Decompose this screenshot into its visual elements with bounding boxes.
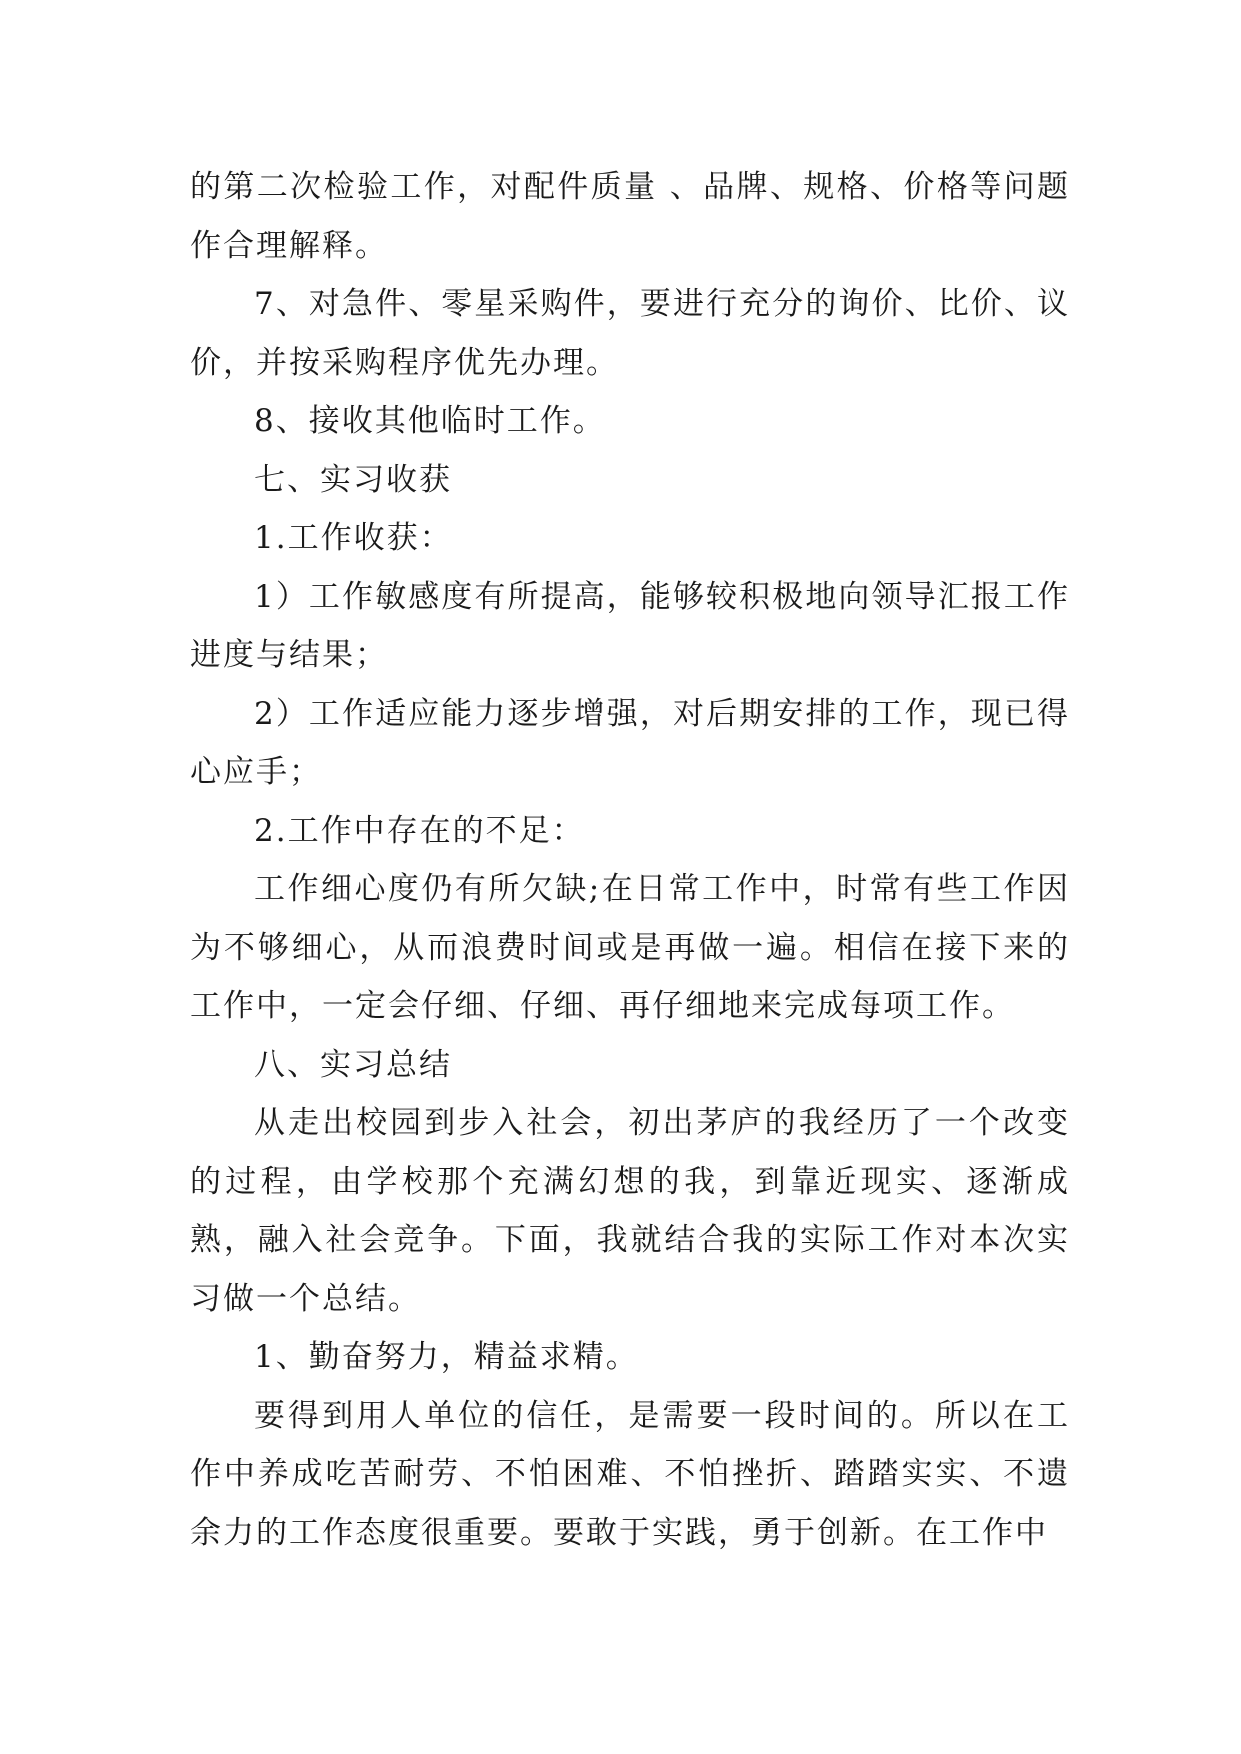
subheading-diligence: 1、勤奋努力，精益求精。 (254, 1339, 639, 1375)
paragraph-1: 的第二次检验工作，对配件质量 、品牌、规格、价格等问题作合理解释。 (190, 169, 1070, 264)
paragraph-2: 7、对急件、零星采购件，要进行充分的询价、比价、议价，并按采购程序优先办理。 (190, 286, 1070, 381)
subheading-shortcomings: 2.工作中存在的不足： (254, 812, 585, 849)
paragraph-gain-1: 1）工作敏感度有所提高，能够较积极地向领导汇报工作进度与结果； (190, 578, 1070, 673)
section-heading-8: 八、实习总结 (254, 1046, 452, 1083)
section-heading-7: 七、实习收获 (254, 461, 452, 498)
paragraph-3: 8、接收其他临时工作。 (254, 403, 606, 439)
subheading-work-gains: 1.工作收获： (254, 520, 453, 556)
paragraph-gain-2: 2）工作适应能力逐步增强，对后期安排的工作，现已得心应手； (190, 695, 1070, 790)
paragraph-diligence: 要得到用人单位的信任，是需要一段时间的。所以在工作中养成吃苦耐劳、不怕困难、不怕挫折、踏踏实实、不遗余力的工作态度很重要。要敢于实践，勇于创新。在工作中 (190, 1397, 1070, 1551)
paragraph-shortcomings: 工作细心度仍有所欠缺;在日常工作中，时常有些工作因为不够细心，从而浪费时间或是再做一遍。相信在接下来的工作中，一定会仔细、仔细、再仔细地来完成每项工作。 (190, 871, 1070, 1024)
document-body (190, 158, 1070, 1562)
paragraph-summary-intro: 从走出校园到步入社会，初出茅庐的我经历了一个改变的过程，由学校那个充满幻想的我，到靠近现实、逐渐成熟，融入社会竞争。下面，我就结合我的实际工作对本次实习做一个总结。 (190, 1105, 1070, 1317)
